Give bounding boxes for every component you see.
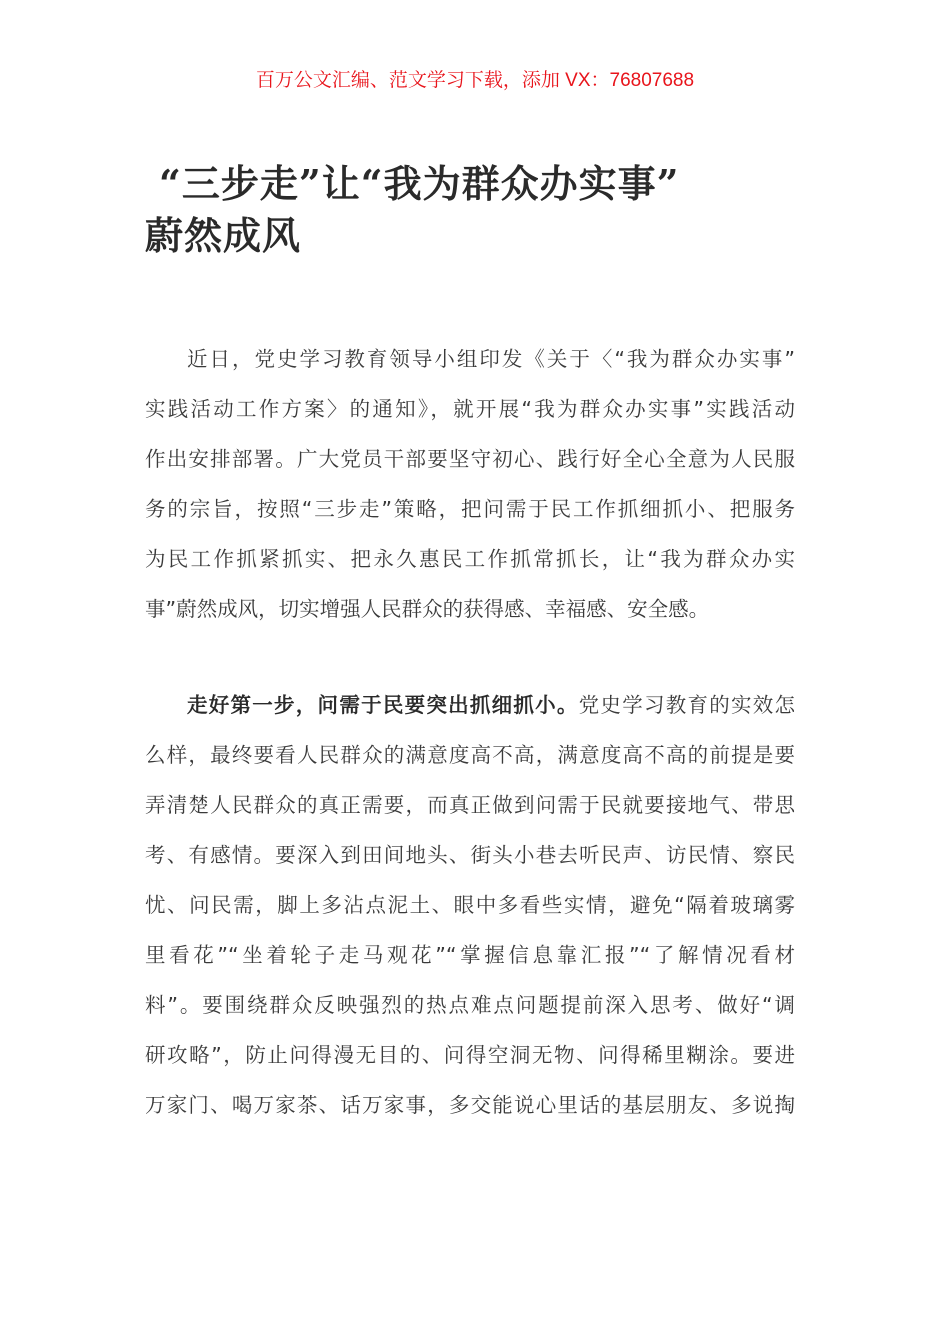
article-title-line-2: 蔚然成风 <box>145 213 302 258</box>
paragraph-line: 近日，党史学习教育领导小组印发《关于〈“我为群众办实事” <box>187 347 795 371</box>
paragraph-step-one <box>145 680 795 1130</box>
paragraph-line-rest: 党史学习教育的实效怎 <box>578 693 796 717</box>
paragraph-line: 务的宗旨，按照“三步走”策略，把问需于民工作抓细抓小、把服务 <box>145 497 795 521</box>
paragraph-line: 为民工作抓紧抓实、把永久惠民工作抓常抓长，让“我为群众办实 <box>145 547 795 571</box>
paragraph-line: 料”。要围绕群众反映强烈的热点难点问题提前深入思考、做好“调 <box>145 993 795 1017</box>
article-title-line-1: “三步走”让“我为群众办实事” <box>159 161 680 206</box>
paragraph-line <box>145 680 795 730</box>
paragraph-line: 么样，最终要看人民群众的满意度高不高，满意度高不高的前提是要 <box>145 743 795 767</box>
header-banner: 百万公文汇编、范文学习下载，添加 VX：76807688 <box>255 70 695 91</box>
paragraph-line: 弄清楚人民群众的真正需要，而真正做到问需于民就要接地气、带思 <box>145 793 795 817</box>
paragraph-line: 考、有感情。要深入到田间地头、街头小巷去听民声、访民情、察民 <box>145 843 795 867</box>
paragraph-line: 作出安排部署。广大党员干部要坚守初心、践行好全心全意为人民服 <box>145 447 795 471</box>
paragraph-line: 里看花”“坐着轮子走马观花”“掌握信息靠汇报”“了解情况看材 <box>145 943 795 967</box>
paragraph-intro <box>145 334 795 634</box>
paragraph-line: 事”蔚然成风，切实增强人民群众的获得感、幸福感、安全感。 <box>145 597 710 621</box>
article-title <box>145 158 825 262</box>
paragraph-line: 万家门、喝万家茶、话万家事，多交能说心里话的基层朋友、多说掏 <box>145 1093 795 1117</box>
section-lead-heading: 走好第一步，问需于民要突出抓细抓小。 <box>187 693 579 717</box>
paragraph-line: 忧、问民需，脚上多沾点泥土、眼中多看些实情，避免“隔着玻璃雾 <box>145 893 795 917</box>
paragraph-line: 研攻略”，防止问得漫无目的、问得空洞无物、问得稀里糊涂。要进 <box>145 1043 795 1067</box>
paragraph-line: 实践活动工作方案〉的通知》，就开展“我为群众办实事”实践活动 <box>145 397 795 421</box>
